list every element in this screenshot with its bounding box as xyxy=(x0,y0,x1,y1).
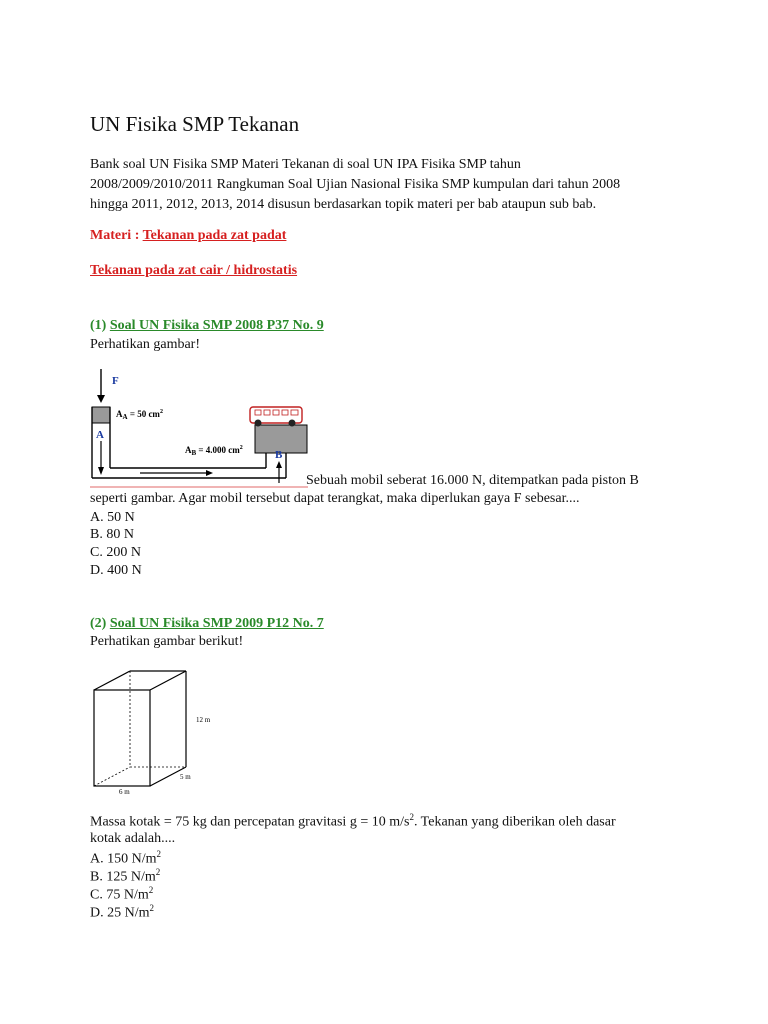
svg-text:AA = 50 cm2: $A_A = 50$ $cm^2$ xyxy=(116,409,163,421)
subtopic-line xyxy=(90,263,297,279)
page-title: UN Fisika SMP Tekanan xyxy=(90,112,300,136)
label-ab: A xyxy=(185,445,192,455)
intro-line: 2008/2009/2010/2011 Rangkuman Soal Ujian Nasional Fisika SMP kumpulan dari tahun 2008 xyxy=(90,177,621,192)
question-1-heading xyxy=(90,318,324,334)
label-width: 6 m xyxy=(119,788,130,796)
question-2-option-a: A. 150 $N/m^2$ xyxy=(90,849,161,867)
question-2-option-d: D. 25 $N/m^2$ xyxy=(90,903,154,921)
question-number: (2) xyxy=(90,616,110,631)
label-aa: A xyxy=(116,409,123,419)
label-a: A xyxy=(96,429,104,441)
question-2-link[interactable]: Soal UN Fisika SMP 2009 P12 No. 7 xyxy=(109,616,324,631)
question-2-option-b: B. 125 $N/m^2$ xyxy=(90,867,161,885)
box-figure xyxy=(90,668,230,796)
question-2-text-line1: Massa kotak = 75 kg dan percepatan gravitasi g = 10 $m/s^2$. Tekanan yang diberikan oleh dasar xyxy=(90,812,616,830)
label-b: B xyxy=(275,449,283,461)
svg-text:AB = 4.000 cm2: $A_B = 4.000$ $cm^2$ xyxy=(185,445,243,457)
question-1-option-b: B. 80 N xyxy=(90,527,134,542)
label-f: F xyxy=(112,375,119,387)
question-1-option-d: D. 400 N xyxy=(90,563,142,578)
question-2-instruction: Perhatikan gambar berikut! xyxy=(90,634,244,649)
materi-link[interactable]: Tekanan pada zat padat xyxy=(142,228,287,243)
question-1-option-c: C. 200 N xyxy=(90,545,141,560)
intro-line: hingga 2011, 2012, 2013, 2014 disusun berdasarkan topik materi per bab ataupun sub bab. xyxy=(90,197,597,212)
label-height: 12 m xyxy=(196,716,211,724)
label-depth: 5 m xyxy=(180,773,191,781)
question-number: (1) xyxy=(90,318,110,333)
box-front-face xyxy=(94,690,150,786)
intro-paragraph xyxy=(90,155,690,215)
question-1-instruction: Perhatikan gambar! xyxy=(90,337,201,352)
question-2-text-line2: kotak adalah.... xyxy=(90,831,176,846)
question-1-option-a: A. 50 N xyxy=(90,510,135,525)
materi-line xyxy=(90,228,286,244)
question-1-link[interactable]: Soal UN Fisika SMP 2008 P37 No. 9 xyxy=(109,318,324,333)
piston-a-shape xyxy=(92,407,110,423)
question-1-text-line2: seperti gambar. Agar mobil tersebut dapat terangkat, maka diperlukan gaya F sebesar.... xyxy=(90,491,580,506)
hydraulic-press-figure xyxy=(90,365,308,489)
subtopic-link[interactable]: Tekanan pada zat cair / hidrostatis xyxy=(90,263,298,278)
intro-line: Bank soal UN Fisika SMP Materi Tekanan di soal UN IPA Fisika SMP tahun xyxy=(90,157,521,172)
question-1-text-line1: Sebuah mobil seberat 16.000 N, ditempatkan pada piston B xyxy=(306,473,639,488)
materi-prefix: Materi : xyxy=(90,228,143,243)
question-2-option-c: C. 75 $N/m^2$ xyxy=(90,885,154,903)
question-2-heading xyxy=(90,616,324,632)
